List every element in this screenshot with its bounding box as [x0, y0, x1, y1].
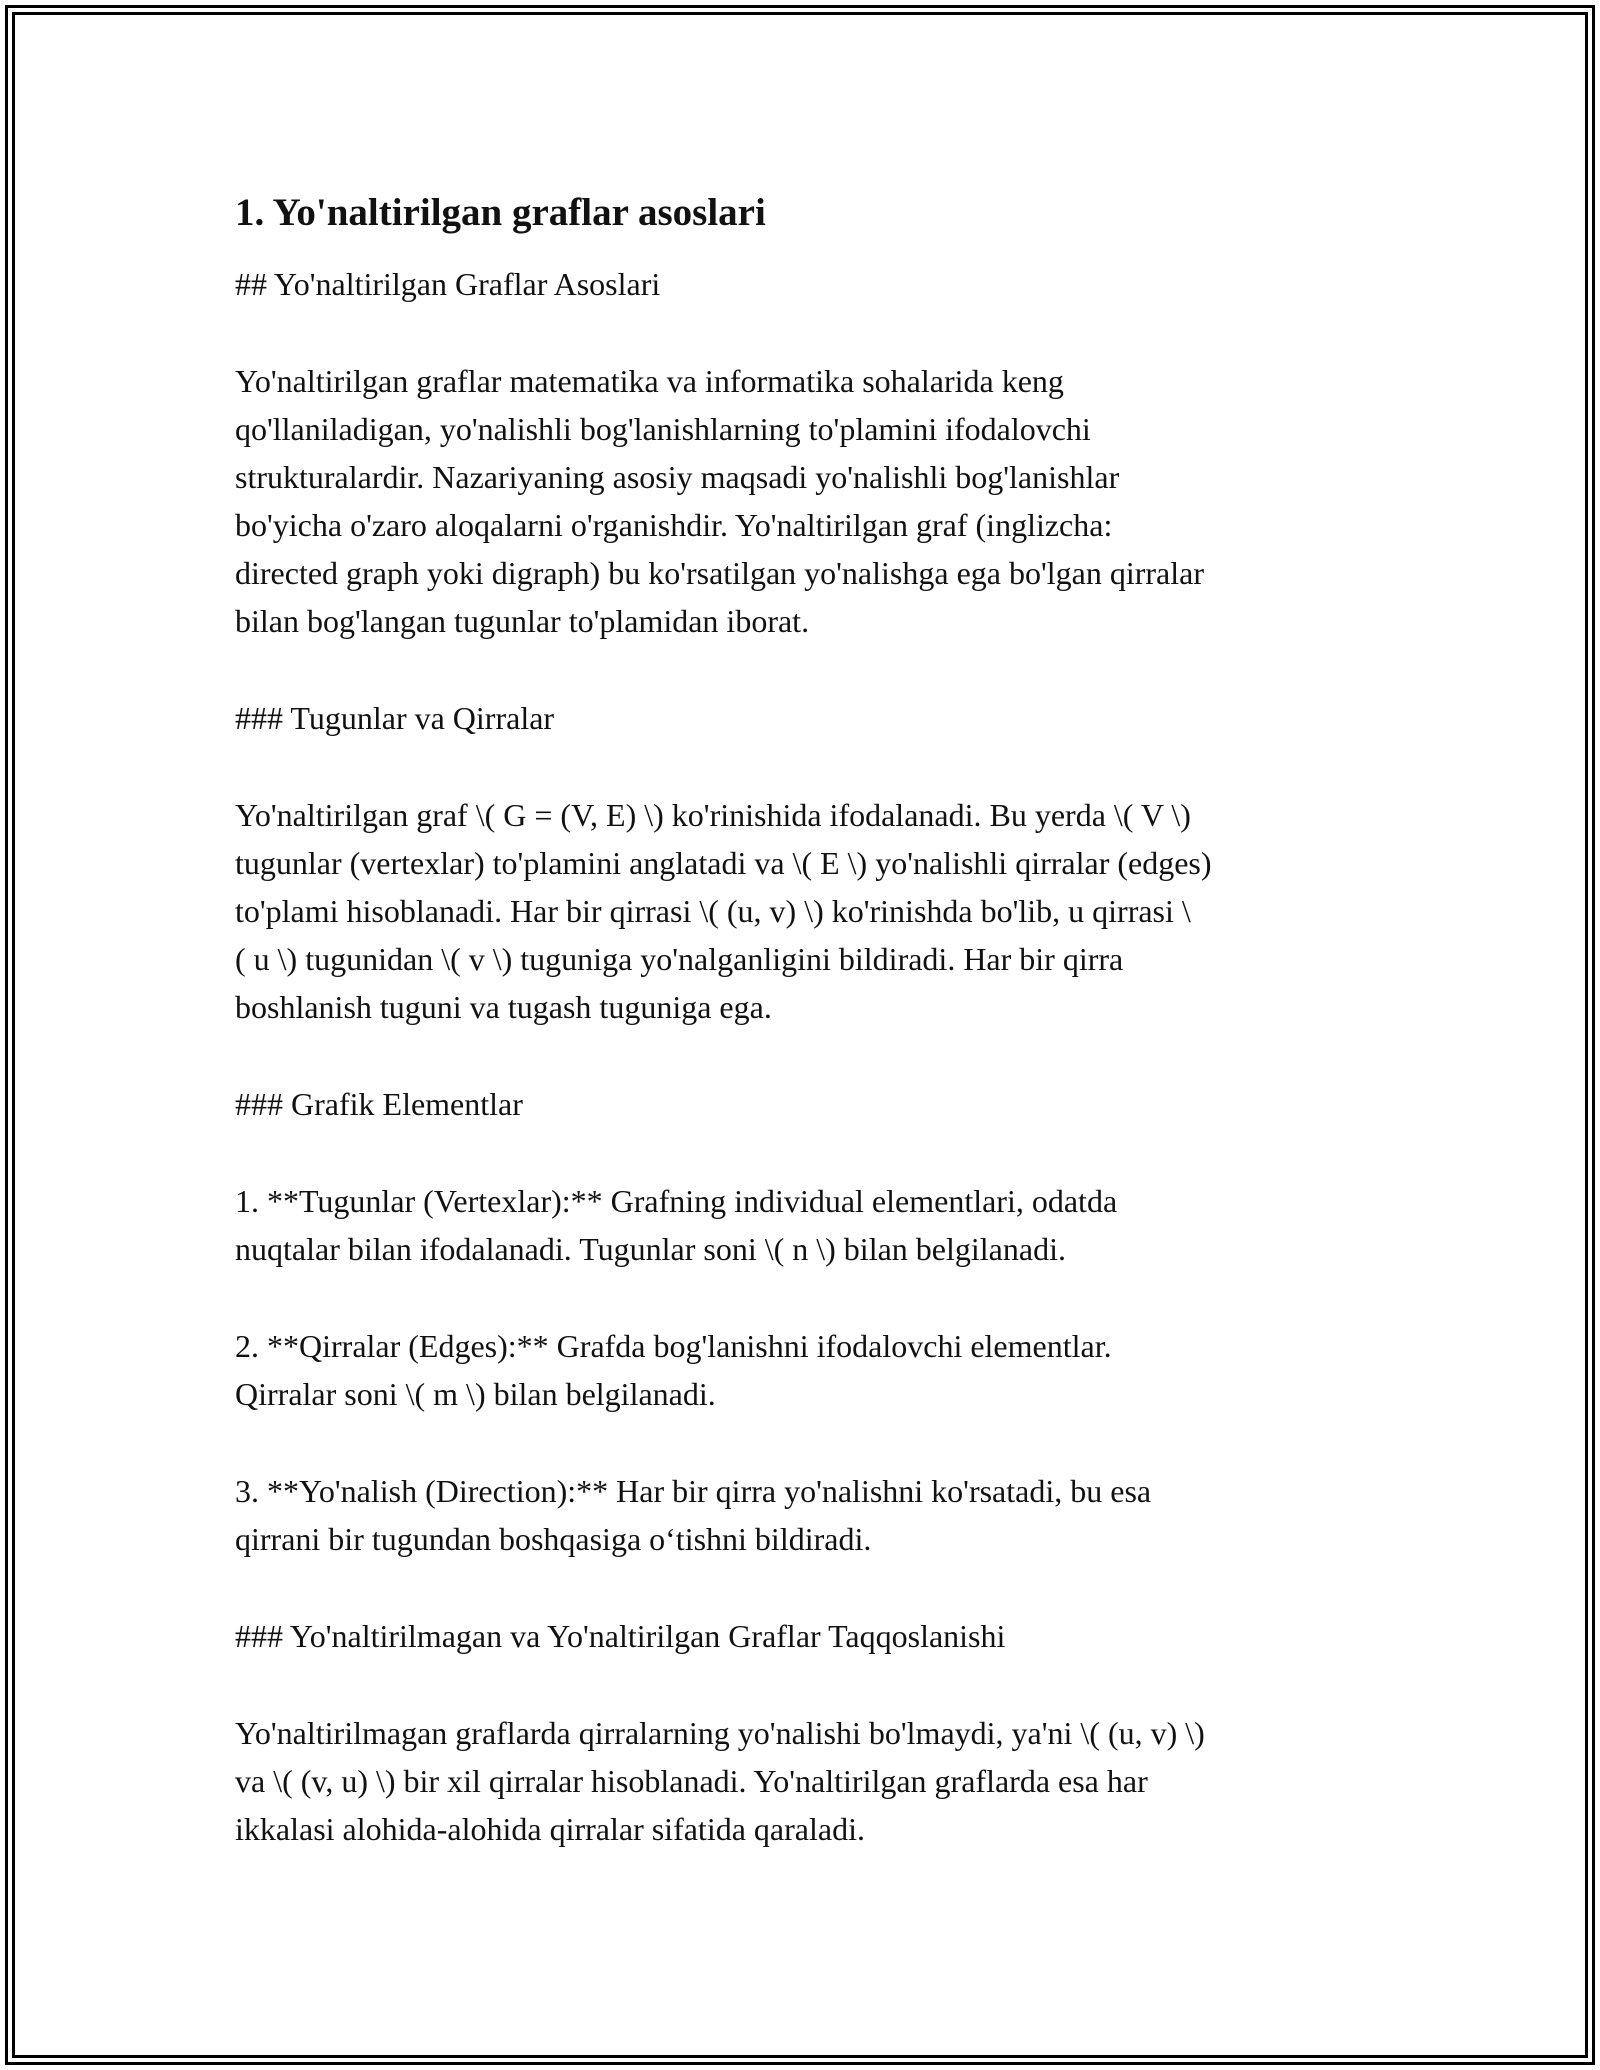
section-heading-nodes-edges: ### Tugunlar va Qirralar — [235, 700, 555, 736]
section-heading-elements: ### Grafik Elementlar — [235, 1086, 523, 1122]
list-item-direction: 3. **Yo'nalish (Direction):** Har bir qirra yo'nalishni ko'rsatadi, bu esa qirrani bir tugundan boshqasiga o‘tishni bildiradi. — [235, 1473, 1152, 1557]
paragraph-comparison: Yo'naltirilmagan graflarda qirralarning yo'nalishi bo'lmaydi, ya'ni \( (u, v) \) va \( (v, u) \) bir xil qirralar hisoblanadi. Yo'naltirilgan graflarda esa har ikkalasi alohida-alohida qirralar sifatida qaraladi. — [235, 1715, 1205, 1847]
document-body — [235, 188, 1380, 1853]
document-title: 1. Yo'naltirilgan graflar asoslari — [235, 191, 766, 234]
paragraph-intro: Yo'naltirilgan graflar matematika va informatika sohalarida keng qo'llaniladigan, yo'nalishli bog'lanishlarning to'plamini ifodalovchi strukturalardir. Nazariyaning asosiy maqsadi yo'nalishli bog'lanishlar bo'yicha o'zaro aloqalarni o'rganishdir. Yo'naltirilgan graf (inglizcha: directed graph yoki digraph) bu ko'rsatilgan yo'nalishga ega bo'lgan qirralar bilan bog'langan tugunlar to'plamidan iborat. — [235, 363, 1204, 639]
paragraph-definition: Yo'naltirilgan graf \( G = (V, E) \) ko'rinishida ifodalanadi. Bu yerda \( V \) tugunlar (vertexlar) to'plamini anglatadi va \( E \) yo'nalishli qirralar (edges) to'plami hisoblanadi. Har bir qirrasi \( (u, v) \) ko'rinishda bo'lib, u qirrasi \ ( u \) tugunidan \( v \) tuguniga yo'nalganligini bildiradi. Har bir qirra boshlanish tuguni va tugash tuguniga ega. — [235, 797, 1212, 1025]
list-item-vertices: 1. **Tugunlar (Vertexlar):** Grafning individual elementlari, odatda nuqtalar bilan ifodalanadi. Tugunlar soni \( n \) bilan belgilanadi. — [235, 1183, 1118, 1267]
list-item-edges: 2. **Qirralar (Edges):** Grafda bog'lanishni ifodalovchi elementlar. Qirralar soni \( m \) bilan belgilanadi. — [235, 1328, 1112, 1412]
section-heading-main: ## Yo'naltirilgan Graflar Asoslari — [235, 266, 661, 302]
section-heading-comparison: ### Yo'naltirilmagan va Yo'naltirilgan Graflar Taqqoslanishi — [235, 1618, 1006, 1654]
